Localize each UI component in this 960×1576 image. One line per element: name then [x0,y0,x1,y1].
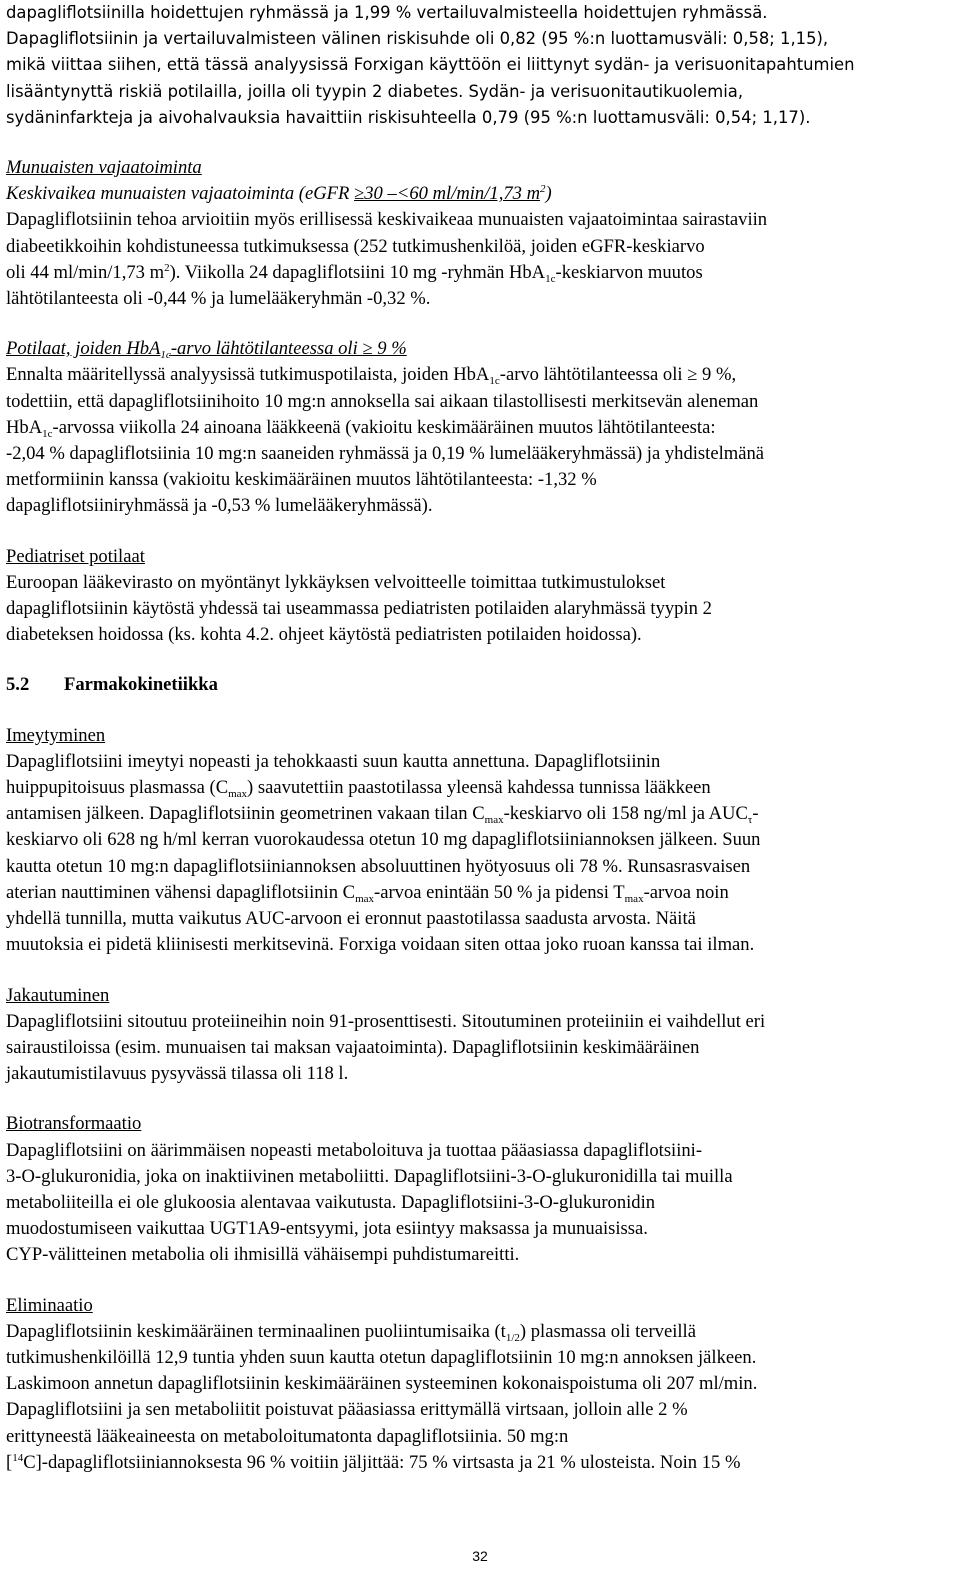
section-heading: Munuaisten vajaatoiminta [6,157,202,179]
text-line: muutoksia ei pidetä kliinisesti merkitsevinä. Forxiga voidaan siten ottaa joko ruoan kanssa tai ilman. [6,934,755,956]
text-line: erittyneestä lääkeaineesta on metaboloitumatonta dapagliflotsiinia. 50 mg:n [6,1425,569,1447]
text-line: Dapagliflotsiinin tehoa arvioitiin myös erillisessä keskivaikeaa munuaisten vajaatoimintaa sairastaviin [6,209,768,231]
text-line: jakautumistilavuus pysyvässä tilassa oli 118 l. [6,1063,349,1085]
text-line: keskiarvo oli 628 ng h/ml kerran vuorokaudessa otetun 10 mg dapagliflotsiiniannoksen jälkeen. Suun [6,829,761,851]
text-line: antamisen jälkeen. Dapagliflotsiinin geometrinen vakaan tilan $C_{max}$-keskiarvo oli 158 ng/ml ja $AUC_\tau-$ [6,803,759,827]
text-line: kautta otetun 10 mg:n dapagliflotsiiniannoksen absoluuttinen hyötyosuus oli 78 %. Runsasrasvaisen [6,855,751,877]
section-title [6,672,952,698]
text-line: tutkimushenkilöillä 12,9 tuntia yhden suun kautta otetun dapagliflotsiinin 10 mg:n annoksen jälkeen. [6,1346,757,1368]
text-line: -2,04 % dapagliflotsiinia 10 mg:n saaneiden ryhmässä ja 0,19 % lumelääkeryhmässä) ja yhdistelmänä [6,443,765,465]
text-line: [$^{14}$C]-dapagliflotsiiniannoksesta 96 % voitiin jäljittää: 75 % virtsasta ja 21 % ulosteista. Noin 15 % [6,1451,741,1473]
section-number: 5.2 [6,674,30,696]
elimination-section [6,1293,952,1476]
text-line: Dapagliflotsiini ja sen metaboliitit poistuvat pääasiassa erittymällä virtsaan, jolloin alle 2 % [6,1399,688,1421]
text-line: lähtötilanteesta oli -0,44 % ja lumelääkeryhmän -0,32 %. [6,288,431,310]
section-heading: Pediatriset potilaat [6,545,145,567]
text-line: Dapagliflotsiini on äärimmäisen nopeasti metaboloituva ja tuottaa pääasiassa dapagliflotsiini- [6,1139,703,1161]
absorption-section [6,723,952,959]
text-line: aterian nauttiminen vähensi dapagliflotsiinin $C_{max}$-arvoa enintään 50 % ja pidensi $T_{max}$-arvoa noin [6,881,729,905]
text-line: CYP-välitteinen metabolia oli ihmisillä vähäisempi puhdistumareitti. [6,1244,520,1266]
distribution-section [6,983,952,1088]
text-line: dapagliflotsiiniryhmässä ja -0,53 % lumelääkeryhmässä). [6,495,433,517]
text-line: metformiinin kanssa (vakioitu keskimääräinen muutos lähtötilanteesta: -1,32 % [6,469,597,491]
text-line: diabeteksen hoidossa (ks. kohta 4.2. ohjeet käytöstä pediatristen potilaiden hoidossa). [6,624,642,646]
text-line: mikä viittaa siihen, että tässä analyysissä Forxigan käyttöön ei liittynyt sydän- ja verisuonitapahtumien [6,55,855,75]
text-line: HbA$_{1c}$-arvossa viikolla 24 ainoana lääkkeenä (vakioitu keskimääräinen muutos lähtötilanteesta: [6,416,716,440]
renal-section [6,155,952,312]
text-line: 3-O-glukuronidia, joka on inaktiivinen metaboliitti. Dapagliflotsiini-3-O-glukuronidilla tai muilla [6,1165,733,1187]
section-heading: Jakautuminen [6,984,110,1006]
page-number: 32 [472,1548,488,1564]
text-line: Dapagliflotsiini imeytyi nopeasti ja tehokkaasti suun kautta annettuna. Dapagliflotsiinin [6,750,661,772]
section-heading: Eliminaatio [6,1294,93,1316]
subheading: Keskivaikea munuaisten vajaatoiminta (eGFR ≥30 –<60 ml/min/1,73 $m^2$) [6,183,552,205]
text-line: Dapagliflotsiinin ja vertailuvalmisteen välinen riskisuhde oli 0,82 (95 %:n luottamusväli: 0,58; 1,15), [6,29,829,49]
text-line: Euroopan lääkevirasto on myöntänyt lykkäyksen velvoitteelle toimittaa tutkimustulokset [6,571,666,593]
text-line: Dapagliflotsiinin keskimääräinen terminaalinen puoliintumisaika $(t_{1/2})$ plasmassa oli terveillä [6,1320,696,1344]
text-line: Ennalta määritellyssä analyysissä tutkimuspotilaista, joiden HbA$_{1c}$-arvo lähtötilanteessa oli ≥ 9 %, [6,364,737,388]
text-line: sydäninfarkteja ja aivohalvauksia havaittiin riskisuhteella 0,79 (95 %:n luottamusväli: 0,54; 1,17). [6,107,811,127]
text-line: lisääntynyttä riskiä potilailla, joilla oli tyypin 2 diabetes. Sydän- ja verisuonitautikuolemia, [6,81,744,101]
intro-paragraph [6,0,952,131]
section-heading: Imeytyminen [6,724,106,746]
document-page [6,0,952,1476]
text-line: Dapagliflotsiini sitoutuu proteiineihin noin 91-prosenttisesti. Sitoutuminen proteiiniin ei vaihdellut eri [6,1010,766,1032]
text-line: huippupitoisuus plasmassa $(C_{max})$ saavutettiin paastotilassa yleensä kahdessa tunnissa lääkkeen [6,777,711,801]
text-line: oli 44 ml/min/1,73 $m^2$). Viikolla 24 dapagliflotsiini 10 mg -ryhmän HbA$_{1c}$-keskiarvon muutos [6,261,703,285]
text-line: dapagliflotsiinilla hoidettujen ryhmässä ja 1,99 % vertailuvalmisteella hoidettujen ryhmässä. [6,3,768,22]
section-name: Farmakokinetiikka [64,674,218,696]
text-line: diabeetikkoihin kohdistuneessa tutkimuksessa (252 tutkimushenkilöä, joiden eGFR-keskiarvo [6,235,705,257]
section-heading: Biotransformaatio [6,1113,142,1135]
hba1c-section [6,336,952,519]
text-line: todettiin, että dapagliflotsiinihoito 10 mg:n annoksella sai aikaan tilastollisesti merkitsevän aleneman [6,390,759,412]
text-line: dapagliflotsiinin käytöstä yhdessä tai useammassa pediatristen potilaiden alaryhmässä tyypin 2 [6,598,712,620]
text-line: Laskimoon annetun dapagliflotsiinin keskimääräinen systeeminen kokonaispoistuma oli 207 ml/min. [6,1373,758,1395]
text-line: metaboliiteilla ei ole glukoosia alentavaa vaikutusta. Dapagliflotsiini-3-O-glukuronidin [6,1191,656,1213]
biotransformation-section [6,1111,952,1268]
text-line: sairaustiloissa (esim. munuaisen tai maksan vajaatoiminta). Dapagliflotsiinin keskimääräinen [6,1036,700,1058]
text-line: muodostumiseen vaikuttaa UGT1A9-entsyymi, jota esiintyy maksassa ja munuaisissa. [6,1218,648,1240]
text-line: yhdellä tunnilla, mutta vaikutus AUC-arvoon ei eronnut paastotilassa saadusta arvosta. Näitä [6,908,696,930]
section-heading: Potilaat, joiden HbA$_{1c}$-arvo lähtötilanteessa oli ≥ 9 % [6,338,407,362]
pediatric-section [6,544,952,649]
